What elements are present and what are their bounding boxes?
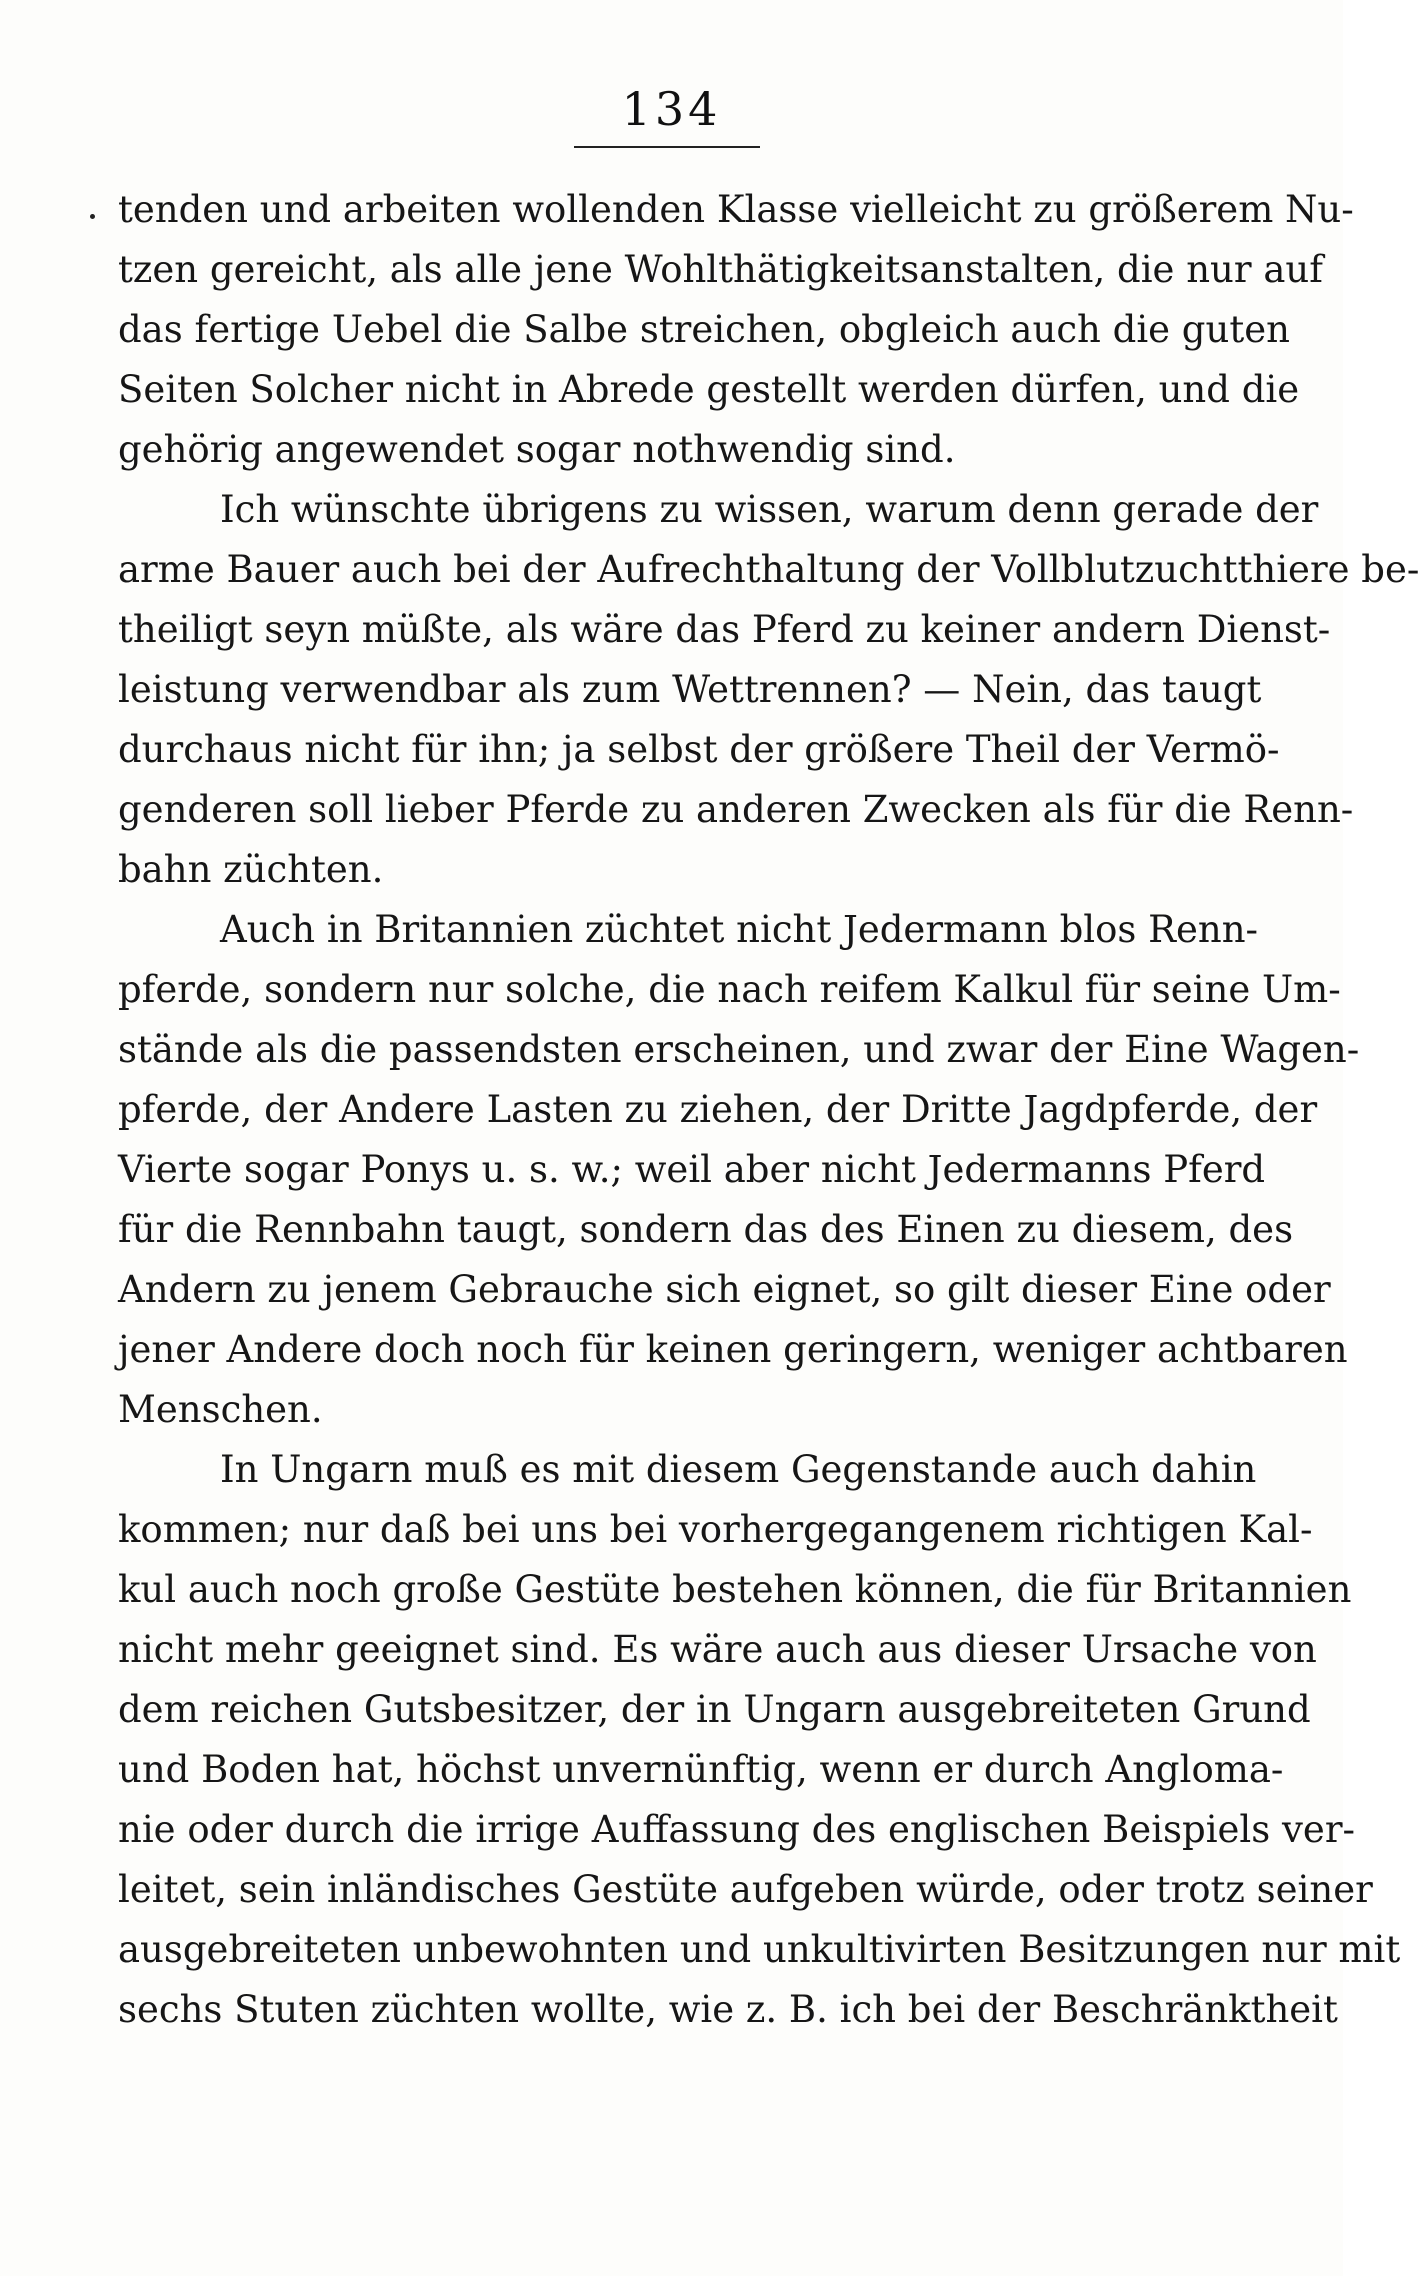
text-line: tzen gereicht, als alle jene Wohlthätigkeitsanstalten, die nur auf xyxy=(118,248,1323,291)
text-line: dem reichen Gutsbesitzer, der in Ungarn ausgebreiteten Grund xyxy=(118,1688,1311,1731)
text-line: arme Bauer auch bei der Aufrechthaltung der Vollblutzuchtthiere be- xyxy=(118,548,1419,591)
text-line: stände als die passendsten erscheinen, und zwar der Eine Wagen- xyxy=(118,1028,1360,1071)
header-rule xyxy=(574,146,760,148)
text-line: nie oder durch die irrige Auffassung des englischen Beispiels ver- xyxy=(118,1808,1356,1851)
text-line: leistung verwendbar als zum Wettrennen? — Nein, das taugt xyxy=(118,668,1262,711)
text-line: kul auch noch große Gestüte bestehen können, die für Britannien xyxy=(118,1568,1352,1611)
text-line: leitet, sein inländisches Gestüte aufgeben würde, oder trotz seiner xyxy=(118,1868,1373,1911)
text-line: genderen soll lieber Pferde zu anderen Zwecken als für die Renn- xyxy=(118,788,1354,831)
body-text xyxy=(118,180,1419,2040)
text-line: das fertige Uebel die Salbe streichen, obgleich auch die guten xyxy=(118,308,1290,351)
paragraph-start-line: In Ungarn muß es mit diesem Gegenstande auch dahin xyxy=(220,1448,1257,1491)
paragraph-start-line: Ich wünschte übrigens zu wissen, warum denn gerade der xyxy=(220,488,1319,531)
text-line: pferde, sondern nur solche, die nach reifem Kalkul für seine Um- xyxy=(118,968,1341,1011)
text-line: Vierte sogar Ponys u. s. w.; weil aber nicht Jedermanns Pferd xyxy=(118,1148,1266,1191)
text-line: ausgebreiteten unbewohnten und unkultivirten Besitzungen nur mit xyxy=(118,1928,1401,1971)
text-line: gehörig angewendet sogar nothwendig sind. xyxy=(118,428,956,471)
text-line: theiligt seyn müßte, als wäre das Pferd zu keiner andern Dienst- xyxy=(118,608,1331,651)
text-line: sechs Stuten züchten wollte, wie z. B. ich bei der Beschränktheit xyxy=(118,1988,1338,2031)
text-line: bahn züchten. xyxy=(118,848,384,891)
text-line: tenden und arbeiten wollenden Klasse vielleicht zu größerem Nu- xyxy=(118,188,1354,231)
text-line: durchaus nicht für ihn; ja selbst der größere Theil der Vermö- xyxy=(118,728,1280,771)
text-line: jener Andere doch noch für keinen geringern, weniger achtbaren xyxy=(118,1328,1348,1371)
margin-mark xyxy=(90,214,95,219)
text-line: Andern zu jenem Gebrauche sich eignet, so gilt dieser Eine oder xyxy=(118,1268,1331,1311)
text-line: pferde, der Andere Lasten zu ziehen, der Dritte Jagdpferde, der xyxy=(118,1088,1318,1131)
page-number: 134 xyxy=(621,82,722,136)
paragraph-start-line: Auch in Britannien züchtet nicht Jedermann blos Renn- xyxy=(220,908,1259,951)
text-line: und Boden hat, höchst unvernünftig, wenn er durch Angloma- xyxy=(118,1748,1284,1791)
text-line: Menschen. xyxy=(118,1388,323,1431)
text-line: für die Rennbahn taugt, sondern das des Einen zu diesem, des xyxy=(118,1208,1294,1251)
text-line: nicht mehr geeignet sind. Es wäre auch aus dieser Ursache von xyxy=(118,1628,1317,1671)
text-line: kommen; nur daß bei uns bei vorhergegangenem richtigen Kal- xyxy=(118,1508,1313,1551)
text-line: Seiten Solcher nicht in Abrede gestellt werden dürfen, und die xyxy=(118,368,1300,411)
